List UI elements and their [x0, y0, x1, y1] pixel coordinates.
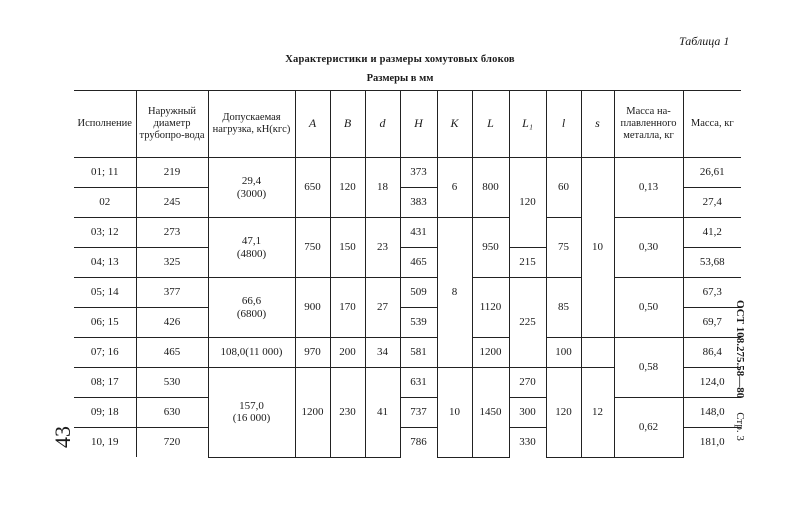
col-header-diameter: Наружный диаметр трубопро-вода	[136, 91, 208, 158]
cell-l: 120	[546, 368, 581, 458]
cell-load: 157,0 (16 000)	[208, 368, 295, 458]
cell-L: 1450	[472, 368, 509, 458]
cell-s: 12	[581, 368, 614, 458]
cell-load: 47,1 (4800)	[208, 218, 295, 278]
cell-H: 465	[400, 248, 437, 278]
cell-A: 970	[295, 338, 330, 368]
cell-L1: 120	[509, 158, 546, 248]
cell-mass: 41,2	[683, 218, 741, 248]
cell-L: 1120	[472, 278, 509, 338]
table-title: Характеристики и размеры хомутовых блоков	[285, 54, 515, 65]
characteristics-table-container	[74, 90, 741, 454]
cell-l: 85	[546, 278, 581, 338]
cell-load: 29,4 (3000)	[208, 158, 295, 218]
cell-L: 1200	[472, 338, 509, 368]
cell-L1: 330	[509, 428, 546, 458]
cell-L1: 225	[509, 278, 546, 368]
cell-B: 200	[330, 338, 365, 368]
cell-A: 900	[295, 278, 330, 338]
cell-L1: 215	[509, 248, 546, 278]
cell-K: 10	[437, 368, 472, 458]
cell-K: 6	[437, 158, 472, 218]
cell-weld-mass: 0,58	[614, 338, 683, 398]
col-header-L1: L₁	[509, 91, 546, 158]
header-row	[74, 91, 741, 158]
cell-A: 1200	[295, 368, 330, 458]
cell-H: 509	[400, 278, 437, 308]
table-subtitle: Размеры в мм	[366, 73, 434, 84]
cell-B: 120	[330, 158, 365, 218]
table-row	[74, 218, 741, 248]
cell-mass: 53,68	[683, 248, 741, 278]
cell-B: 150	[330, 218, 365, 278]
cell-H: 539	[400, 308, 437, 338]
table-row	[74, 158, 741, 188]
standard-code: ОСТ 108.275.58—80	[734, 300, 746, 399]
cell-diameter: 377	[136, 278, 208, 308]
cell-load: 66,6 (6800)	[208, 278, 295, 338]
col-header-ispolnenie: Исполнение	[74, 91, 136, 158]
cell-L: 800	[472, 158, 509, 218]
cell-l: 75	[546, 218, 581, 278]
cell-diameter: 465	[136, 338, 208, 368]
cell-weld-mass: 0,30	[614, 218, 683, 278]
cell-diameter: 219	[136, 158, 208, 188]
col-header-mass: Масса, кг	[683, 91, 741, 158]
col-header-s: s	[581, 91, 614, 158]
cell-mass: 67,3	[683, 278, 741, 308]
cell-H: 383	[400, 188, 437, 218]
cell-ispolnenie: 03; 12	[74, 218, 136, 248]
cell-l: 60	[546, 158, 581, 218]
cell-mass: 148,0	[683, 398, 741, 428]
cell-diameter: 720	[136, 428, 208, 458]
cell-ispolnenie: 04; 13	[74, 248, 136, 278]
cell-diameter: 426	[136, 308, 208, 338]
col-header-weld-mass: Масса на-плавленного металла, кг	[614, 91, 683, 158]
cell-L1: 300	[509, 398, 546, 428]
cell-d: 18	[365, 158, 400, 218]
cell-ispolnenie: 08; 17	[74, 368, 136, 398]
col-header-l: l	[546, 91, 581, 158]
col-header-load: Допускаемая нагрузка, кН(кгс)	[208, 91, 295, 158]
page-number: Стр. 3	[734, 412, 746, 441]
cell-d: 41	[365, 368, 400, 458]
table-row	[74, 398, 741, 428]
table-row	[74, 338, 741, 368]
col-header-d: d	[365, 91, 400, 158]
cell-ispolnenie: 09; 18	[74, 398, 136, 428]
cell-l: 100	[546, 338, 581, 368]
cell-L1: 270	[509, 368, 546, 398]
cell-mass: 181,0	[683, 428, 741, 458]
cell-B: 170	[330, 278, 365, 338]
cell-diameter: 630	[136, 398, 208, 428]
col-header-B: B	[330, 91, 365, 158]
cell-diameter: 530	[136, 368, 208, 398]
cell-H: 373	[400, 158, 437, 188]
cell-weld-mass: 0,62	[614, 398, 683, 458]
cell-ispolnenie: 10, 19	[74, 428, 136, 458]
cell-diameter: 273	[136, 218, 208, 248]
cell-diameter: 325	[136, 248, 208, 278]
cell-weld-mass: 0,50	[614, 278, 683, 338]
cell-H: 786	[400, 428, 437, 458]
col-header-L: L	[472, 91, 509, 158]
cell-s: 10	[581, 158, 614, 338]
cell-ispolnenie: 06; 15	[74, 308, 136, 338]
standard-reference	[734, 300, 746, 441]
col-header-H: H	[400, 91, 437, 158]
table-row	[74, 278, 741, 308]
cell-s	[581, 338, 614, 368]
cell-weld-mass: 0,13	[614, 158, 683, 218]
cell-B: 230	[330, 368, 365, 458]
characteristics-table	[74, 90, 741, 458]
cell-mass: 27,4	[683, 188, 741, 218]
cell-L: 950	[472, 218, 509, 278]
col-header-A: A	[295, 91, 330, 158]
col-header-K: K	[437, 91, 472, 158]
table-number: Таблица 1	[679, 34, 730, 48]
handwritten-page-number: 43	[50, 426, 75, 448]
cell-d: 27	[365, 278, 400, 338]
cell-K: 8	[437, 218, 472, 368]
cell-H: 581	[400, 338, 437, 368]
cell-mass: 124,0	[683, 368, 741, 398]
cell-ispolnenie: 05; 14	[74, 278, 136, 308]
cell-diameter: 245	[136, 188, 208, 218]
cell-mass: 26,61	[683, 158, 741, 188]
cell-ispolnenie: 07; 16	[74, 338, 136, 368]
cell-d: 23	[365, 218, 400, 278]
cell-ispolnenie: 01; 11	[74, 158, 136, 188]
cell-A: 750	[295, 218, 330, 278]
cell-H: 631	[400, 368, 437, 398]
cell-A: 650	[295, 158, 330, 218]
cell-H: 737	[400, 398, 437, 428]
cell-H: 431	[400, 218, 437, 248]
cell-load: 108,0(11 000)	[208, 338, 295, 368]
cell-d: 34	[365, 338, 400, 368]
cell-mass: 86,4	[683, 338, 741, 368]
cell-mass: 69,7	[683, 308, 741, 338]
cell-ispolnenie: 02	[74, 188, 136, 218]
